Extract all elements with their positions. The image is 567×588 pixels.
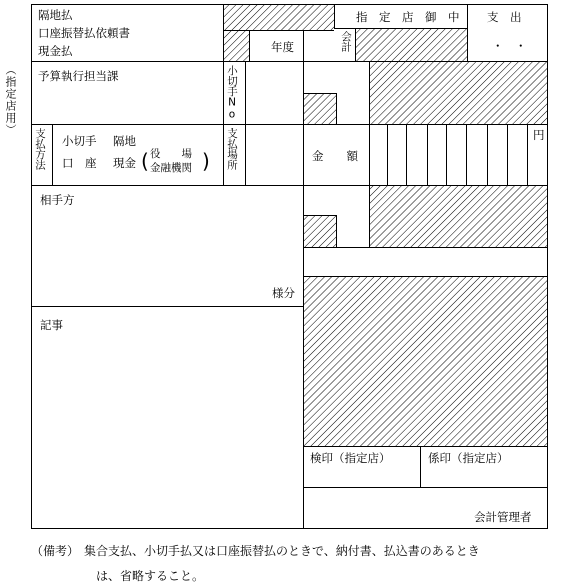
fiscal-year-label: 年度 bbox=[271, 40, 294, 54]
side-label: （指定店用） bbox=[4, 64, 17, 136]
paren-open: ( bbox=[141, 149, 149, 173]
hatch-header-left bbox=[223, 30, 249, 61]
method-cash: 現金払 bbox=[38, 44, 73, 58]
remark-line-2: は、省略すること。 bbox=[96, 569, 205, 583]
inspection-seal-label: 検印（指定店） bbox=[310, 451, 391, 465]
amount-label: 金 額 bbox=[312, 149, 358, 163]
payment-place-label: 支払場所 bbox=[226, 128, 238, 170]
hatch-right-upper bbox=[369, 61, 547, 124]
option-cash: 現金 bbox=[113, 156, 136, 170]
place-office: 役 場 bbox=[150, 148, 192, 160]
payment-method-label: 支払方法 bbox=[34, 128, 46, 170]
budget-section-label: 予算執行担当課 bbox=[38, 69, 119, 83]
remark-label: （備考） bbox=[31, 544, 80, 558]
hatch-small-box-1 bbox=[303, 93, 336, 124]
hatch-header-top bbox=[223, 4, 334, 30]
shop-seal-label: 指 定 店 御 中 bbox=[356, 10, 460, 24]
clerk-seal-label: 係印（指定店） bbox=[428, 451, 509, 465]
account-label: 会計 bbox=[340, 31, 352, 52]
hatch-small-box-2 bbox=[303, 215, 336, 247]
accounting-officer-label: 会計管理者 bbox=[474, 510, 532, 524]
place-bank: 金融機関 bbox=[150, 162, 192, 174]
method-account-transfer: 口座振替払依頼書 bbox=[38, 26, 130, 40]
paren-close: ) bbox=[202, 149, 210, 173]
date-dots: ・ ・ bbox=[492, 39, 527, 53]
option-remote: 隔地 bbox=[113, 134, 136, 148]
check-no-label: 小切手No. bbox=[226, 65, 238, 133]
yen-label: 円 bbox=[533, 128, 545, 142]
hatch-right-lower bbox=[303, 276, 547, 446]
remark-line-1: 集合支払、小切手払又は口座振替払のときで、納付書、払込書のあるとき bbox=[84, 544, 480, 558]
method-remote: 隔地払 bbox=[38, 8, 73, 22]
notes-label: 記事 bbox=[40, 318, 63, 332]
hatch-header-right bbox=[355, 28, 467, 61]
honorific-label: 様分 bbox=[272, 286, 295, 300]
option-check: 小切手 bbox=[62, 134, 97, 148]
payee-label: 相手方 bbox=[40, 193, 75, 207]
expenditure-label: 支 出 bbox=[487, 10, 522, 24]
hatch-right-mid bbox=[369, 185, 547, 247]
option-account: 口 座 bbox=[62, 156, 97, 170]
